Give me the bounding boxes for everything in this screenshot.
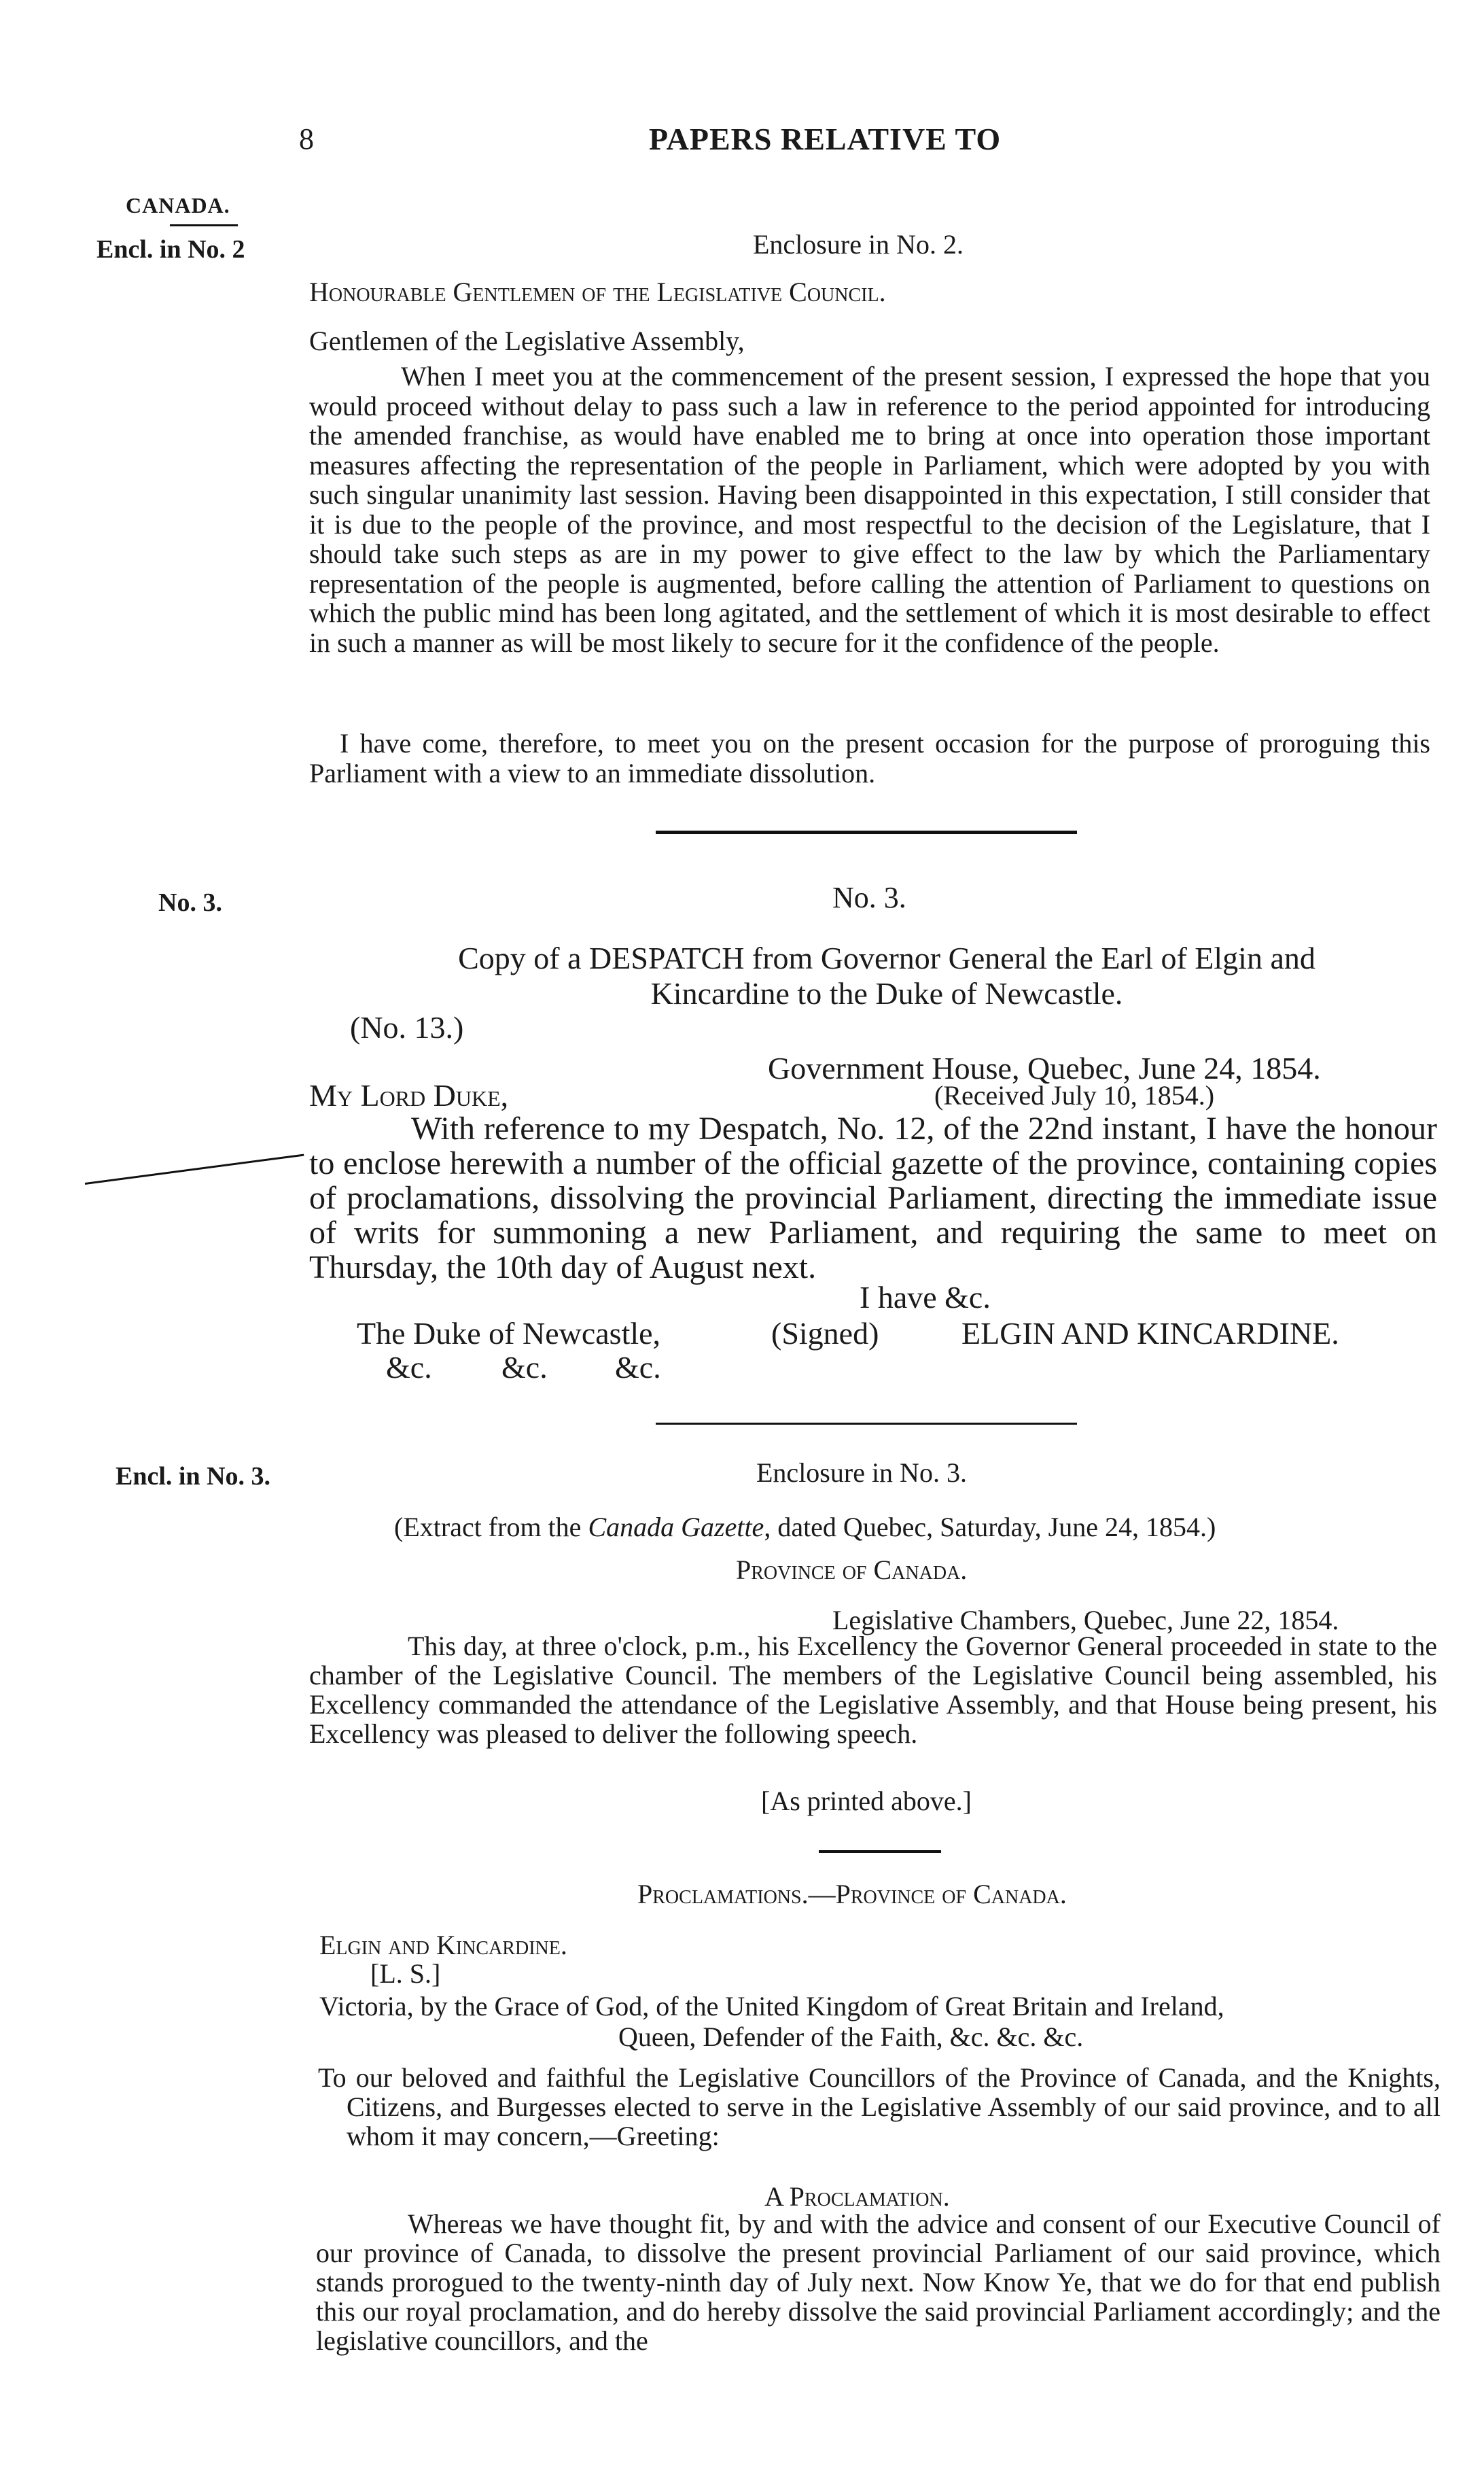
- encl2-para1: When I meet you at the commencement of the present session, I expressed the hope that you would proceed without delay to pass such a law in reference to the period appointed for introducing the amended franchise, as would have enabled me to bring at once into operation those important measures affecting the representation of the people in Parliament, which were adopted by you with such singular unanimity last session. Having been disappointed in this expectation, I still consider that it is due to the people of the province, and most respectful to the decision of the Legislature, that I should take such steps as are in my power to give effect to the law by which the Parliamentary representation of the people is augmented, before calling the attention of Parliament to questions on which the public mind has been long agitated, and the settlement of which it is most desirable to effect in such a manner as will be most likely to secure for it the confidence of the people.: [309, 361, 1430, 658]
- no3-etc-3: &c.: [615, 1350, 661, 1385]
- encl2-address-council: Honourable Gentlemen of the Legislative Council.: [309, 277, 886, 307]
- encl3-extract-suffix: , dated Quebec, Saturday, June 24, 1854.): [764, 1512, 1216, 1542]
- no3-received: (Received July 10, 1854.): [934, 1080, 1215, 1111]
- encl3-heading: Enclosure in No. 3.: [756, 1457, 967, 1488]
- margin-pointer-line: [85, 1154, 304, 1185]
- encl3-elgin: Elgin and Kincardine.: [319, 1930, 567, 1960]
- no3-salutation: My Lord Duke,: [309, 1078, 509, 1113]
- no3-signed: (Signed): [771, 1316, 879, 1351]
- margin-encl-no2: Encl. in No. 2: [96, 235, 245, 264]
- encl3-victoria-line1: Victoria, by the Grace of God, of the United Kingdom of Great Britain and Ireland,: [319, 1991, 1224, 2021]
- section-divider-3: [819, 1850, 941, 1853]
- margin-canada-rule: [170, 224, 238, 226]
- no3-etc-2: &c.: [501, 1350, 548, 1385]
- margin-canada: CANADA.: [126, 193, 230, 218]
- no3-addressee: The Duke of Newcastle,: [357, 1316, 661, 1351]
- no3-title-line1: Copy of a DESPATCH from Governor General the Earl of Elgin and: [458, 941, 1315, 975]
- margin-encl-no3: Encl. in No. 3.: [116, 1462, 271, 1491]
- no3-title-line2: Kincardine to the Duke of Newcastle.: [650, 976, 1123, 1011]
- encl3-proclamations-heading: Proclamations.—Province of Canada.: [637, 1879, 1067, 1909]
- no3-heading: No. 3.: [832, 881, 906, 914]
- encl2-address-assembly: Gentlemen of the Legislative Assembly,: [309, 326, 745, 356]
- encl3-extract: [394, 1512, 1216, 1542]
- encl2-heading: Enclosure in No. 2.: [753, 229, 964, 260]
- encl3-a-proclamation: A Proclamation.: [764, 2181, 950, 2212]
- encl3-ls: [L. S.]: [370, 1958, 441, 1989]
- encl2-para2: I have come, therefore, to meet you on the present occasion for the purpose of proroguing this Parliament with a view to an immediate dissolution.: [309, 728, 1430, 788]
- encl3-to-our: To our beloved and faithful the Legislative Councillors of the Province of Canada, and the Knights, Citizens, and Burgesses elected to serve in the Legislative Assembly of our said province, and to all whom it may concern,—Greeting:: [318, 2062, 1441, 2151]
- encl3-printed-above: [As printed above.]: [761, 1786, 972, 1816]
- margin-no3: No. 3.: [158, 888, 222, 917]
- no3-etc-1: &c.: [386, 1350, 432, 1385]
- encl3-para: This day, at three o'clock, p.m., his Excellency the Governor General proceeded in state to the chamber of the Legislative Council. The members of the Legislative Council being assembled, his Excellency commanded the attendance of the Legislative Assembly, and that House being present, his Excellency was pleased to deliver the following speech.: [309, 1631, 1437, 1749]
- encl3-province: Province of Canada.: [736, 1555, 968, 1585]
- page-number: 8: [299, 122, 314, 156]
- encl3-place-date: Legislative Chambers, Quebec, June 22, 1854.: [832, 1605, 1339, 1635]
- section-divider-2: [656, 1423, 1077, 1425]
- no3-body: With reference to my Despatch, No. 12, of the 22nd instant, I have the honour to enclose herewith a number of the official gazette of the province, containing copies of proclamations, dissolving the provincial Parliament, directing the immediate issue of writs for summoning a new Parliament, and requiring the same to meet on Thursday, the 10th day of August next.: [309, 1111, 1437, 1285]
- encl3-extract-gazette: Canada Gazette: [588, 1512, 764, 1542]
- encl3-victoria-line2: Queen, Defender of the Faith, &c. &c. &c.: [618, 2021, 1084, 2052]
- no3-place-date: Government House, Quebec, June 24, 1854.: [768, 1051, 1321, 1086]
- no3-signature: ELGIN AND KINCARDINE.: [961, 1316, 1339, 1351]
- no3-despatch-number: (No. 13.): [350, 1010, 464, 1045]
- no3-closing: I have &c.: [860, 1280, 991, 1315]
- section-divider-1: [656, 831, 1077, 834]
- encl3-extract-prefix: (Extract from the: [394, 1512, 588, 1542]
- running-title: PAPERS RELATIVE TO: [649, 122, 1002, 156]
- encl3-whereas: Whereas we have thought fit, by and with the advice and consent of our Executive Council of our province of Canada, to dissolve the present provincial Parliament of our said province, which stands prorogued to the twenty-ninth day of July next. Now Know Ye, that we do for that end publish this our royal proclamation, and do hereby dissolve the said provincial Parliament accordingly; and the legislative councillors, and the: [316, 2208, 1441, 2356]
